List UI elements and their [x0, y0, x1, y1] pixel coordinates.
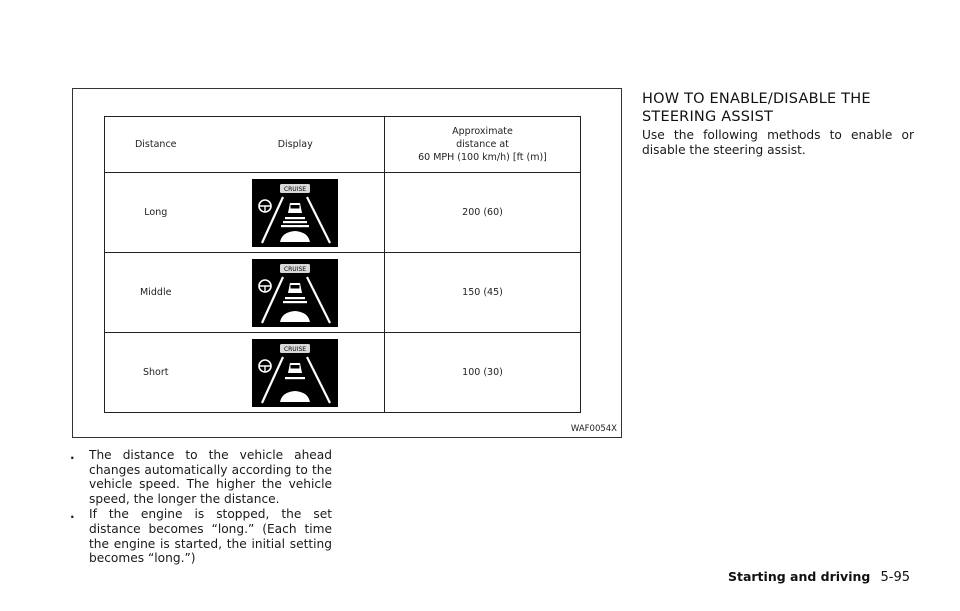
cruise-display-svg [252, 339, 338, 407]
row-distance: Long [144, 207, 168, 218]
header-approx-line2: distance at [456, 139, 509, 150]
own-vehicle-icon [280, 391, 310, 402]
row-approx: 100 (30) [385, 333, 581, 413]
gap-bar [283, 301, 307, 303]
bullet-text: If the engine is stopped, the set distance becomes “long.” (Each time the engine is started, the initial setting becomes “long.”) [89, 507, 332, 566]
row-distance: Short [143, 367, 169, 378]
own-vehicle-icon [280, 311, 310, 322]
lane-line-right [307, 197, 330, 243]
page-number: 5-95 [880, 570, 910, 585]
table-row [105, 173, 581, 253]
figure-code: WAF0054X [570, 424, 617, 434]
own-vehicle-icon [280, 231, 310, 242]
lane-line-left [262, 277, 283, 323]
gap-bar [285, 297, 305, 299]
cruise-label-text: CRUISE [284, 345, 307, 353]
cruise-display-image [252, 179, 338, 247]
footer-section: Starting and driving [727, 569, 871, 584]
row-approx: 200 (60) [385, 173, 581, 253]
row-display [207, 253, 385, 333]
page-footer [728, 569, 910, 585]
lane-line-left [262, 197, 283, 243]
list-item [70, 507, 332, 565]
lane-line-left [262, 357, 283, 403]
row-display [207, 333, 385, 413]
section-heading: HOW TO ENABLE/DISABLE THE STEERING ASSIST [642, 91, 871, 125]
bullet-dot: . [70, 507, 75, 522]
lane-line-right [307, 357, 330, 403]
gap-bar [285, 377, 305, 379]
bullet-text: The distance to the vehicle ahead changes automatically according to the vehicle speed. The higher the vehicle speed, the longer the distance. [89, 448, 332, 506]
cruise-display-image [252, 339, 338, 407]
table-row [105, 333, 581, 413]
distance-table [104, 116, 581, 413]
row-approx: 150 (45) [385, 253, 581, 333]
row-display [207, 173, 385, 253]
list-item [70, 448, 332, 506]
cruise-display-svg [252, 179, 338, 247]
table-row [105, 253, 581, 333]
lead-vehicle-window [291, 205, 300, 209]
header-approx-line1: Approximate [452, 126, 513, 137]
cruise-label-text: CRUISE [284, 185, 307, 193]
header-approx [385, 117, 581, 173]
gap-bar [283, 221, 307, 223]
gap-bar [281, 225, 309, 227]
section-body: Use the following methods to enable or disable the steering assist. [642, 128, 914, 157]
bullet-list [70, 448, 332, 567]
lane-line-right [307, 277, 330, 323]
lead-vehicle-window [291, 365, 300, 369]
cruise-display-svg [252, 259, 338, 327]
header-display: Display [277, 139, 313, 150]
header-distance: Distance [134, 139, 177, 150]
gap-bar [285, 217, 305, 219]
table-header-row [105, 117, 581, 173]
row-distance: Middle [140, 287, 172, 298]
bullet-dot: . [70, 448, 75, 462]
cruise-label-text: CRUISE [284, 265, 307, 273]
cruise-display-image [252, 259, 338, 327]
lead-vehicle-window [291, 285, 300, 289]
header-approx-line3: 60 MPH (100 km/h) [ft (m)] [418, 152, 547, 163]
